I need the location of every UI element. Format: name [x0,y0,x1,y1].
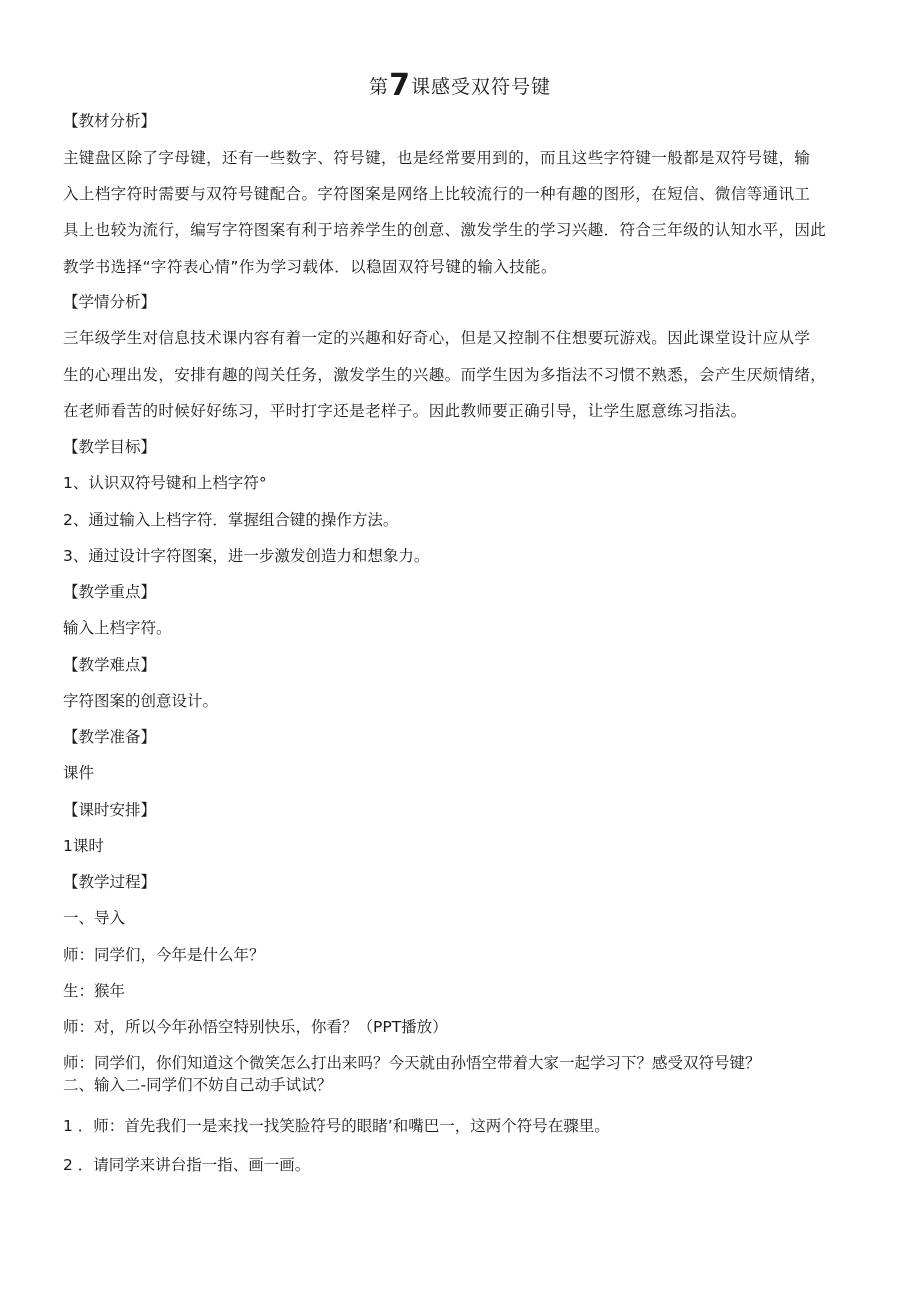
paragraph-line: 在老师看苦的时候好好练习，平时打字还是老样子。因此教师要正确引导，让学生愿意练习指法。 [63,402,747,420]
paragraph-line: 三年级学生对信息技术课内容有着一定的兴趣和好奇心，但是又控制不住想要玩游戏。因此课堂设计应从学 [63,329,811,347]
difficulty-text: 字符图案的创意设计。 [63,692,219,710]
heading-textbook-analysis: 【教材分析】 [63,112,157,130]
schedule-text: 1课时 [63,837,104,855]
paragraph-line: 主键盘区除了字母键，还有一些数字、符号键，也是经常要用到的，而且这些字符键一般都是双符号键，输 [63,149,811,167]
heading-teaching-process: 【教学过程】 [63,873,157,891]
paragraph-line: 入上档字符时需要与双符号键配合。字符图案是网络上比较流行的一种有趣的图形，在短信、微信等通讯工 [63,185,811,203]
dialogue-line: 生：猴年 [63,982,126,1000]
goal-item: 3、通过设计字符图案，进一步激发创造力和想象力。 [63,547,430,565]
process-section-intro: 一、导入 [63,909,126,927]
title-suffix: 课感受双符号键 [410,76,551,98]
dialogue-line: 师：对，所以今年孙悟空特别快乐，你看？（PPT播放） [63,1018,448,1036]
heading-preparation: 【教学准备】 [63,728,157,746]
heading-difficulties: 【教学难点】 [63,656,157,674]
key-point-text: 输入上档字符。 [63,619,172,637]
heading-student-analysis: 【学情分析】 [63,293,157,311]
paragraph-line: 具上也较为流行，编写字符图案有利于培养学生的创意、激发学生的学习兴趣．符合三年级的认知水平，因此 [63,221,827,239]
preparation-text: 课件 [63,764,95,782]
goal-item: 2、通过输入上档字符．掌握组合键的操作方法。 [63,511,399,529]
process-section-input: 二、输入二-同学们不妨自己动手试试？ [63,1076,333,1094]
heading-key-points: 【教学重点】 [63,583,157,601]
dialogue-line: 师：同学们，今年是什么年？ [63,946,265,964]
goal-item: 1、认识双符号键和上档字符° [63,474,267,492]
dialogue-line: 师：同学们，你们知道这个微笑怎么打出来吗？今天就由孙悟空带着大家一起学习下？感受双符号键？ [63,1054,761,1072]
paragraph-line: 生的心理出发，安排有趣的闯关任务，激发学生的兴趣。而学生因为多指法不习惯不熟悉，会产生厌烦情绪， [63,366,827,384]
page-title [0,68,920,103]
process-step: 2 ．请同学来讲台指一指、画一画。 [63,1156,311,1174]
process-step: 1 ．师：首先我们一是来找一找笑脸符号的眼睹’和嘴巴一，这两个符号在骤里。 [63,1117,610,1135]
title-prefix: 第 [369,76,390,98]
paragraph-line: 教学书选择“字符表心情”作为学习载体．以稳固双符号键的输入技能。 [63,258,557,276]
heading-teaching-goals: 【教学目标】 [63,438,157,456]
heading-schedule: 【课时安排】 [63,801,157,819]
title-number: 7 [389,68,411,103]
